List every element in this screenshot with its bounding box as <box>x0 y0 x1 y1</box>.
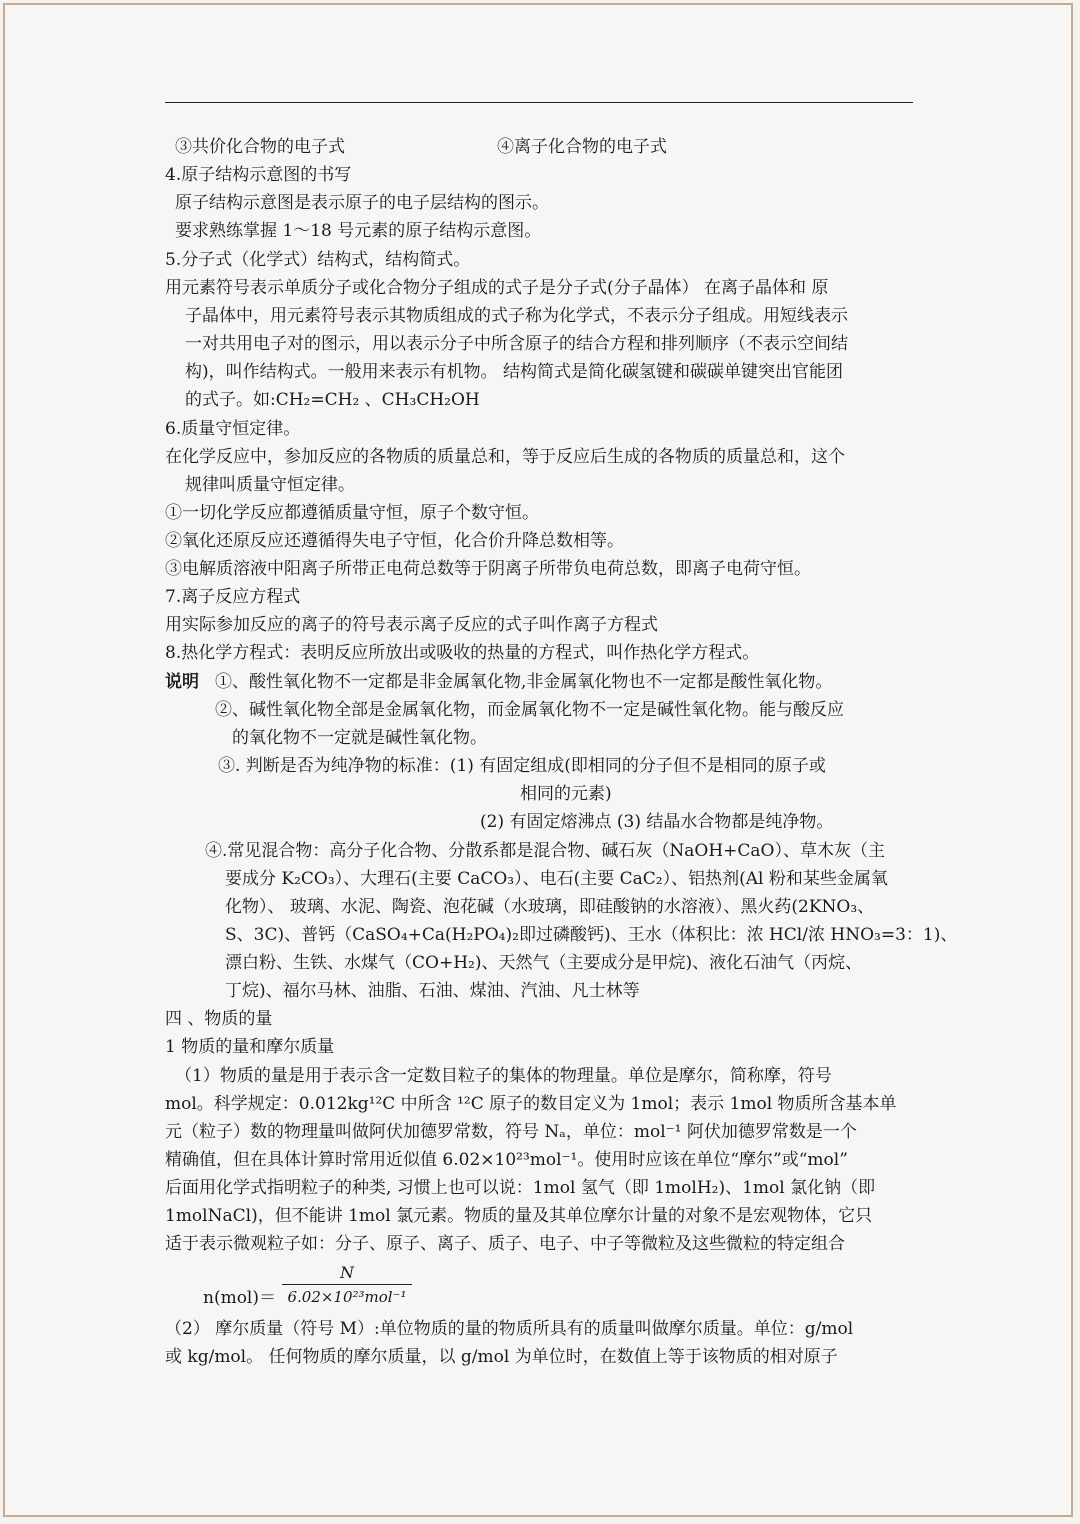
text-line: ②氧化还原反应还遵循得失电子守恒，化合价升降总数相等。 <box>165 531 624 551</box>
text-line: ③电解质溶液中阳离子所带正电荷总数等于阴离子所带负电荷总数，即离子电荷守恒。 <box>165 559 811 579</box>
text-line: 在化学反应中，参加反应的各物质的质量总和，等于反应后生成的各物质的质量总和，这个 <box>165 447 845 467</box>
text-line: ③. 判断是否为纯净物的标准：(1) 有固定组成(即相同的分子但不是相同的原子或 <box>218 756 826 776</box>
text-line: 或 kg/mol。 任何物质的摩尔质量，以 g/mol 为单位时，在数值上等于该物质的相对原子 <box>165 1347 838 1367</box>
text-line: ④离子化合物的电子式 <box>497 137 667 157</box>
text-line: 说明 <box>165 672 199 692</box>
text-line: ④.常见混合物：高分子化合物、分散系都是混合物、碱石灰（NaOH+CaO）、草木灰（主 <box>205 841 885 861</box>
text-line: 的氧化物不一定就是碱性氧化物。 <box>232 728 487 748</box>
text-line: 丁烷)、福尔马林、油脂、石油、煤油、汽油、凡士林等 <box>225 981 640 1001</box>
text-line: S、3C)、普钙（CaSO₄+Ca(H₂PO₄)₂即过磷酸钙)、王水（体积比：浓 HCl/浓 HNO₃=3：1)、 <box>225 925 958 945</box>
text-line: 的式子。如:CH₂=CH₂ 、CH₃CH₂OH <box>185 390 480 410</box>
text-line: (2) 有固定熔沸点 (3) 结晶水合物都是纯净物。 <box>480 812 834 832</box>
fraction-denominator: 6.02×10²³mol⁻¹ <box>287 1288 407 1306</box>
mole-formula-fraction <box>282 1263 412 1307</box>
text-line: 6.质量守恒定律。 <box>165 419 301 439</box>
text-line: 要求熟练掌握 1～18 号元素的原子结构示意图。 <box>175 221 542 241</box>
text-line: ①一切化学反应都遵循质量守恒，原子个数守恒。 <box>165 503 539 523</box>
text-line: 后面用化学式指明粒子的种类, 习惯上也可以说：1mol 氢气（即 1molH₂)、1mol 氯化钠（即 <box>165 1178 876 1198</box>
text-line: 用元素符号表示单质分子或化合物分子组成的式子是分子式(分子晶体） 在离子晶体和 原 <box>165 278 829 298</box>
text-line: 漂白粉、生铁、水煤气（CO+H₂)、天然气（主要成分是甲烷)、液化石油气（丙烷、 <box>225 953 863 973</box>
text-line: 要成分 K₂CO₃）、大理石(主要 CaCO₃）、电石(主要 CaC₂）、铝热剂(Al 粉和某些金属氧 <box>225 869 888 889</box>
text-line: 1 物质的量和摩尔质量 <box>165 1037 335 1057</box>
text-line: ①、酸性氧化物不一定都是非金属氧化物,非金属氧化物也不一定都是酸性氧化物。 <box>215 672 833 692</box>
text-line: 原子结构示意图是表示原子的电子层结构的图示。 <box>175 193 549 213</box>
text-line: 相同的元素) <box>520 784 612 804</box>
text-line: 7.离子反应方程式 <box>165 587 301 607</box>
text-line: 元（粒子）数的物理量叫做阿伏加德罗常数，符号 Nₐ，单位：mol⁻¹ 阿伏加德罗常数是一个 <box>165 1122 857 1142</box>
text-line: 化物）、 玻璃、水泥、陶瓷、泡花碱（水玻璃，即硅酸钠的水溶液）、黑火药(2KNO₃、 <box>225 897 875 917</box>
text-line: （2） 摩尔质量（符号 M）:单位物质的量的物质所具有的质量叫做摩尔质量。单位：g/mol <box>165 1319 854 1339</box>
text-line: 适于表示微观粒子如：分子、原子、离子、质子、电子、中子等微粒及这些微粒的特定组合 <box>165 1234 845 1254</box>
text-line: ③共价化合物的电子式 <box>175 137 345 157</box>
text-line: 子晶体中，用元素符号表示其物质组成的式子称为化学式，不表示分子组成。用短线表示 <box>185 306 848 326</box>
text-line: 1molNaCl)，但不能讲 1mol 氯元素。物质的量及其单位摩尔计量的对象不是宏观物体，它只 <box>165 1206 873 1226</box>
fraction-numerator: N <box>340 1263 354 1282</box>
header-rule <box>165 102 913 103</box>
fraction-bar <box>282 1284 412 1285</box>
text-line: ②、碱性氧化物全部是金属氧化物，而金属氧化物不一定是碱性氧化物。能与酸反应 <box>215 700 844 720</box>
text-line: 一对共用电子对的图示，用以表示分子中所含原子的结合方程和排列顺序（不表示空间结 <box>185 334 848 354</box>
text-line: 8.热化学方程式：表明反应所放出或吸收的热量的方程式，叫作热化学方程式。 <box>165 643 760 663</box>
text-line: 规律叫质量守恒定律。 <box>185 475 355 495</box>
text-line: mol。科学规定：0.012kg¹²C 中所含 ¹²C 原子的数目定义为 1mol；表示 1mol 物质所含基本单 <box>165 1094 897 1114</box>
text-line: 四 、物质的量 <box>165 1009 273 1029</box>
text-line: 5.分子式（化学式）结构式，结构简式。 <box>165 250 471 270</box>
text-line: 精确值，但在具体计算时常用近似值 6.02×10²³mol⁻¹。使用时应该在单位“摩尔”或“mol” <box>165 1150 848 1170</box>
text-line: n(mol)＝ <box>203 1288 277 1308</box>
text-line: 4.原子结构示意图的书写 <box>165 165 352 185</box>
text-line: （1）物质的量是用于表示含一定数目粒子的集体的物理量。单位是摩尔，简称摩，符号 <box>175 1066 832 1086</box>
text-line: 用实际参加反应的离子的符号表示离子反应的式子叫作离子方程式 <box>165 615 658 635</box>
text-line: 构)，叫作结构式。一般用来表示有机物。 结构简式是简化碳氢键和碳碳单键突出官能团 <box>185 362 844 382</box>
